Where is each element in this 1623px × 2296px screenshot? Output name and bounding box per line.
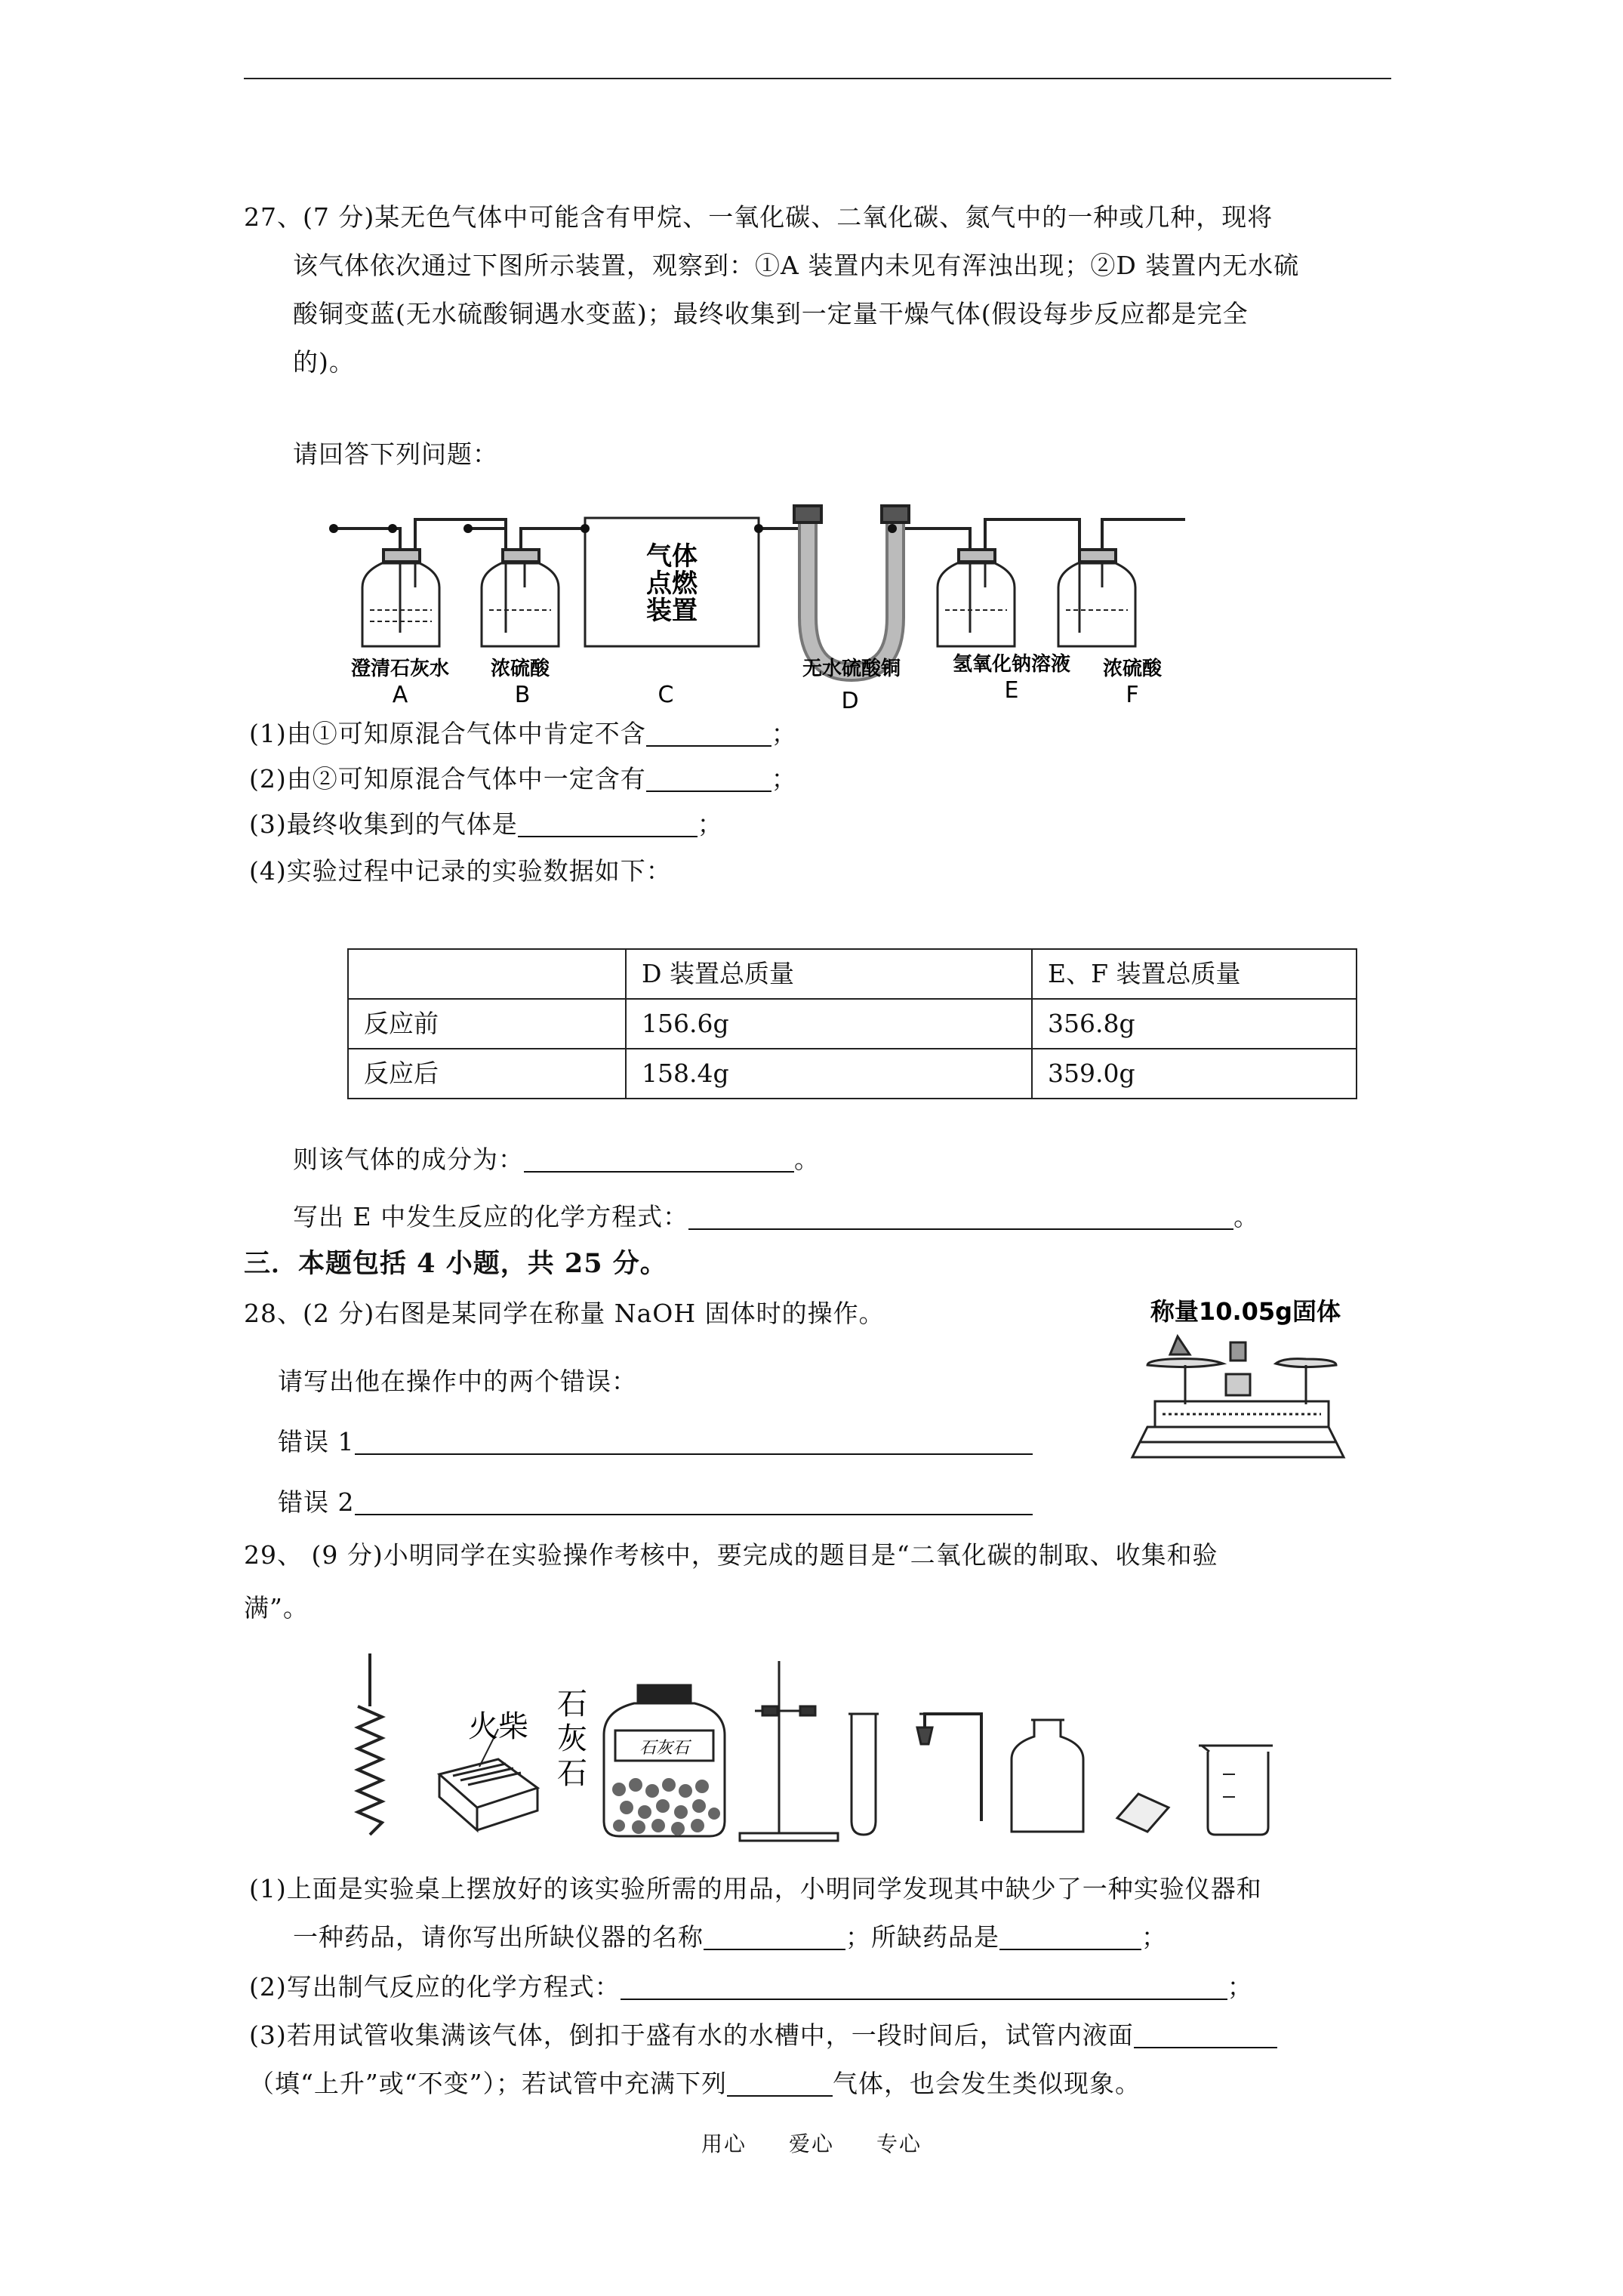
lab-equipment-row: [347, 1646, 1298, 1850]
q27-sub4: (4)实验过程中记录的实验数据如下：: [249, 856, 672, 886]
header-rule: [244, 78, 1391, 79]
page-footer: [0, 2128, 1623, 2158]
liquid-level-blank[interactable]: [1134, 2024, 1277, 2048]
letter-c: C: [658, 682, 674, 708]
q27-line1: 27、(7 分)某无色气体中可能含有甲烷、一氧化碳、二氧化碳、氮气中的一种或几种，现将: [244, 202, 1273, 232]
table-cell: 158.4g: [626, 1049, 1032, 1099]
table-header-row: [348, 949, 1357, 999]
box-c-line2: 点燃: [646, 569, 698, 599]
q29-sub3b: （填“上升”或“不变”）；若试管中充满下列 气体，也会发生类似现象。: [249, 2069, 1141, 2098]
limestone-char-2: 灰: [557, 1721, 587, 1756]
table-header-cell: D 装置总质量: [626, 949, 1032, 999]
jar-label: 石灰石: [639, 1739, 690, 1758]
missing-reagent-blank[interactable]: [999, 1926, 1141, 1950]
table-header-cell: E、F 装置总质量: [1032, 949, 1357, 999]
section-3-heading: 三．本题包括 4 小题，共 25 分。: [244, 1248, 667, 1279]
gas-blank[interactable]: [727, 2073, 833, 2097]
letter-e: E: [1004, 677, 1019, 704]
q27-sub2-blank[interactable]: [646, 768, 771, 792]
table-cell: 356.8g: [1032, 999, 1357, 1049]
q28-error1: 错误 1: [278, 1427, 1033, 1457]
q27-equation: 写出 E 中发生反应的化学方程式： 。: [293, 1202, 1260, 1231]
limestone-char-1: 石: [557, 1687, 587, 1721]
balance-caption: 称量10.05g固体: [1150, 1297, 1341, 1326]
q27-sub2: (2)由②可知原混合气体中一定含有 ；: [249, 764, 797, 794]
label-e-reagent: 氢氧化钠溶液: [952, 653, 1071, 676]
q27-prompt: 请回答下列问题：: [293, 439, 498, 469]
table-header-cell: [348, 949, 626, 999]
footer-word: 用心: [701, 2131, 747, 2156]
q27-line4: 的)。: [293, 347, 355, 377]
q27-line2: 该气体依次通过下图所示装置，观察到：①A 装置内未见有浑浊出现；②D 装置内无水硫: [293, 251, 1300, 280]
limestone-char-3: 石: [557, 1756, 587, 1791]
label-d-reagent: 无水硫酸铜: [802, 658, 901, 680]
equation-blank[interactable]: [688, 1206, 1233, 1230]
q29-equation-blank[interactable]: [621, 1976, 1227, 2000]
label-a-reagent: 澄清石灰水: [350, 658, 450, 680]
box-c-line1: 气体: [646, 541, 698, 572]
composition-blank[interactable]: [524, 1148, 794, 1173]
q29-sub3a: (3)若用试管收集满该气体，倒扣于盛有水的水槽中，一段时间后，试管内液面: [249, 2020, 1277, 2051]
q27-sub1-blank[interactable]: [646, 723, 771, 747]
error2-blank[interactable]: [355, 1491, 1033, 1515]
table-cell: 反应后: [348, 1049, 626, 1099]
error1-blank[interactable]: [355, 1431, 1033, 1455]
table-cell: 反应前: [348, 999, 626, 1049]
box-c-line3: 装置: [646, 596, 698, 626]
q29-sub1a: (1)上面是实验桌上摆放好的该实验所需的用品，小明同学发现其中缺少了一种实验仪器和: [249, 1874, 1262, 1903]
table-cell: 359.0g: [1032, 1049, 1357, 1099]
letter-f: F: [1126, 682, 1139, 708]
q29-line1: 29、 (9 分)小明同学在实验操作考核中，要完成的题目是“二氧化碳的制取、收集和验: [244, 1540, 1218, 1570]
q28-prompt: 请写出他在操作中的两个错误：: [278, 1367, 637, 1396]
q27-sub3: (3)最终收集到的气体是 ；: [249, 809, 723, 839]
letter-d: D: [841, 688, 859, 710]
mass-data-table: [347, 948, 1357, 1099]
label-b-reagent: 浓硫酸: [490, 658, 550, 680]
letter-b: B: [514, 682, 531, 708]
q28-line1: 28、(2 分)右图是某同学在称量 NaOH 固体时的操作。: [244, 1299, 885, 1328]
balance-figure: [1117, 1291, 1359, 1472]
match-label: 火柴: [468, 1709, 528, 1744]
q27-line3: 酸铜变蓝(无水硫酸铜遇水变蓝)；最终收集到一定量干燥气体(假设每步反应都是完全: [293, 299, 1249, 328]
q27-composition: 则该气体的成分为： 。: [293, 1145, 820, 1174]
q27-sub3-blank[interactable]: [518, 813, 698, 837]
footer-word: 专心: [876, 2131, 922, 2156]
gas-apparatus-diagram: [325, 504, 1193, 710]
q29-line2: 满”。: [244, 1593, 309, 1623]
letter-a: A: [392, 682, 408, 708]
table-row: [348, 999, 1357, 1049]
q28-error2: 错误 2: [278, 1487, 1033, 1518]
q27-sub1: (1)由①可知原混合气体中肯定不含 ；: [249, 719, 797, 748]
missing-instrument-blank[interactable]: [704, 1926, 845, 1950]
q29-sub2: (2)写出制气反应的化学方程式： ；: [249, 1972, 1253, 2002]
q29-sub1b: 一种药品，请你写出所缺仪器的名称 ；所缺药品是 ；: [293, 1922, 1167, 1952]
table-row: [348, 1049, 1357, 1099]
footer-word: 爱心: [788, 2131, 834, 2156]
label-f-reagent: 浓硫酸: [1102, 658, 1163, 680]
table-cell: 156.6g: [626, 999, 1032, 1049]
